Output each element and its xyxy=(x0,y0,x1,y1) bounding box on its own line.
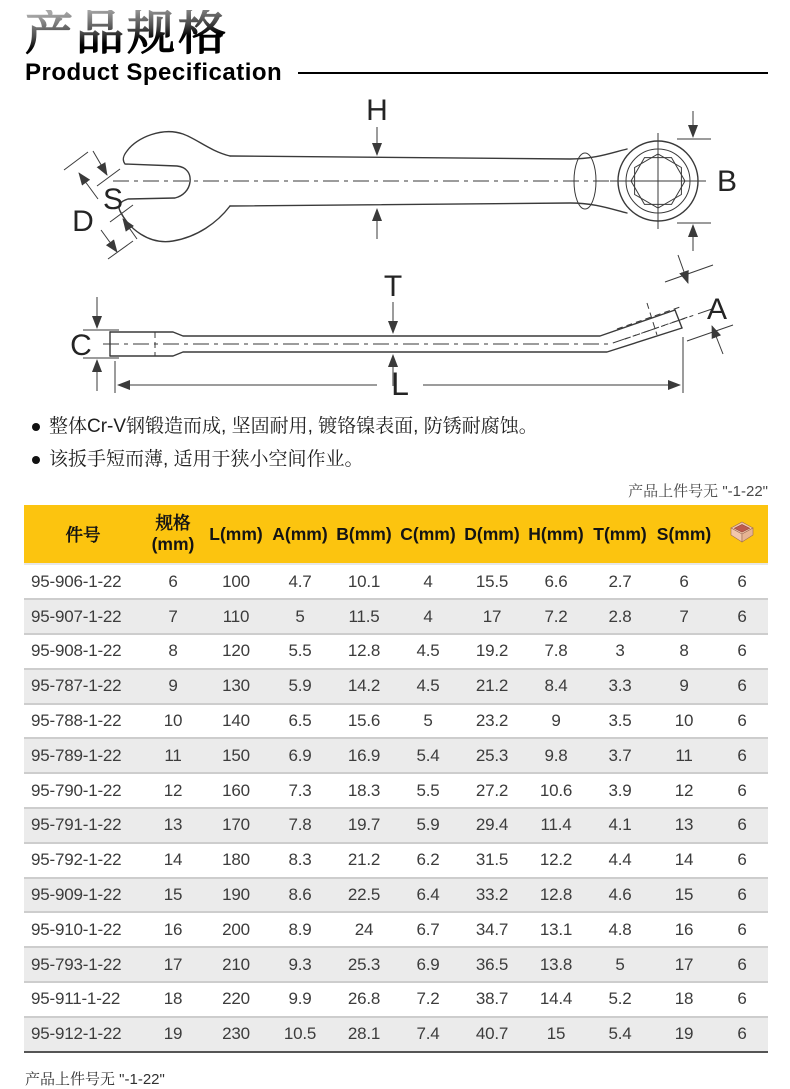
value-cell: 25.3 xyxy=(332,947,396,982)
feature-list xyxy=(30,415,790,472)
value-cell: 8 xyxy=(142,634,204,669)
value-cell: 7.8 xyxy=(268,808,332,843)
value-cell: 6 xyxy=(716,947,768,982)
col-header-C: C(mm) xyxy=(396,505,460,564)
value-cell: 3 xyxy=(588,634,652,669)
value-cell: 13.8 xyxy=(524,947,588,982)
value-cell: 6.9 xyxy=(268,738,332,773)
value-cell: 7.8 xyxy=(524,634,588,669)
inner-box-icon xyxy=(729,521,755,543)
value-cell: 7.3 xyxy=(268,773,332,808)
value-cell: 6 xyxy=(716,808,768,843)
table-row xyxy=(24,982,768,1017)
dim-label-c: C xyxy=(70,328,92,362)
feature-item: 整体Cr-V钢锻造而成, 坚固耐用, 镀铬镍表面, 防锈耐腐蚀。 xyxy=(30,415,790,439)
value-cell: 15.6 xyxy=(332,704,396,739)
wrench-side-view xyxy=(70,255,733,402)
value-cell: 7.4 xyxy=(396,1017,460,1052)
value-cell: 5.5 xyxy=(396,773,460,808)
value-cell: 15 xyxy=(524,1017,588,1052)
value-cell: 8.9 xyxy=(268,912,332,947)
value-cell: 24 xyxy=(332,912,396,947)
value-cell: 150 xyxy=(204,738,268,773)
col-header-T: T(mm) xyxy=(588,505,652,564)
value-cell: 12.2 xyxy=(524,843,588,878)
table-row xyxy=(24,738,768,773)
part-number-cell: 95-908-1-22 xyxy=(24,634,142,669)
value-cell: 170 xyxy=(204,808,268,843)
col-header-spec-label: 规格 xyxy=(155,513,191,534)
value-cell: 6.7 xyxy=(396,912,460,947)
dim-label-d: D xyxy=(72,204,94,238)
value-cell: 9.3 xyxy=(268,947,332,982)
value-cell: 17 xyxy=(652,947,716,982)
value-cell: 9.8 xyxy=(524,738,588,773)
value-cell: 160 xyxy=(204,773,268,808)
value-cell: 9.9 xyxy=(268,982,332,1017)
col-header-A: A(mm) xyxy=(268,505,332,564)
value-cell: 21.2 xyxy=(460,669,524,704)
value-cell: 19.2 xyxy=(460,634,524,669)
value-cell: 6 xyxy=(716,704,768,739)
value-cell: 11 xyxy=(652,738,716,773)
value-cell: 6.5 xyxy=(268,704,332,739)
col-header-S: S(mm) xyxy=(652,505,716,564)
value-cell: 6.4 xyxy=(396,878,460,913)
value-cell: 34.7 xyxy=(460,912,524,947)
value-cell: 120 xyxy=(204,634,268,669)
value-cell: 6 xyxy=(716,599,768,634)
table-row xyxy=(24,773,768,808)
value-cell: 7 xyxy=(652,599,716,634)
value-cell: 6.9 xyxy=(396,947,460,982)
part-number-cell: 95-789-1-22 xyxy=(24,738,142,773)
value-cell: 12 xyxy=(142,773,204,808)
value-cell: 6.2 xyxy=(396,843,460,878)
value-cell: 38.7 xyxy=(460,982,524,1017)
part-number-note-top: 产品上件号无 "-1-22" xyxy=(628,483,768,501)
value-cell: 5 xyxy=(396,704,460,739)
col-header-spec xyxy=(142,505,204,564)
dim-label-s: S xyxy=(102,182,124,216)
value-cell: 26.8 xyxy=(332,982,396,1017)
value-cell: 4.8 xyxy=(588,912,652,947)
value-cell: 10.1 xyxy=(332,564,396,599)
table-row xyxy=(24,843,768,878)
value-cell: 40.7 xyxy=(460,1017,524,1052)
part-number-cell: 95-787-1-22 xyxy=(24,669,142,704)
page-title-en: Product Specification xyxy=(25,58,283,86)
value-cell: 8.3 xyxy=(268,843,332,878)
value-cell: 11.4 xyxy=(524,808,588,843)
page-title-cn: 产品规格 xyxy=(25,7,230,60)
value-cell: 3.3 xyxy=(588,669,652,704)
value-cell: 15 xyxy=(142,878,204,913)
dim-label-h: H xyxy=(366,93,388,127)
value-cell: 11.5 xyxy=(332,599,396,634)
value-cell: 7.2 xyxy=(396,982,460,1017)
col-header-pack xyxy=(716,505,768,564)
part-number-cell: 95-907-1-22 xyxy=(24,599,142,634)
value-cell: 14.2 xyxy=(332,669,396,704)
header-rule xyxy=(298,72,768,74)
value-cell: 4.1 xyxy=(588,808,652,843)
value-cell: 6 xyxy=(716,634,768,669)
value-cell: 210 xyxy=(204,947,268,982)
value-cell: 11 xyxy=(142,738,204,773)
table-row xyxy=(24,634,768,669)
value-cell: 3.7 xyxy=(588,738,652,773)
value-cell: 6 xyxy=(716,669,768,704)
value-cell: 12 xyxy=(652,773,716,808)
page-header xyxy=(0,0,790,87)
value-cell: 18 xyxy=(142,982,204,1017)
value-cell: 17 xyxy=(460,599,524,634)
value-cell: 12.8 xyxy=(332,634,396,669)
table-row xyxy=(24,564,768,599)
value-cell: 28.1 xyxy=(332,1017,396,1052)
col-header-L: L(mm) xyxy=(204,505,268,564)
value-cell: 9 xyxy=(142,669,204,704)
value-cell: 130 xyxy=(204,669,268,704)
value-cell: 10.6 xyxy=(524,773,588,808)
table-row xyxy=(24,808,768,843)
value-cell: 4.6 xyxy=(588,878,652,913)
value-cell: 5 xyxy=(588,947,652,982)
spec-table-body xyxy=(24,564,768,1051)
dim-label-a: A xyxy=(706,292,728,326)
value-cell: 14 xyxy=(142,843,204,878)
value-cell: 6.6 xyxy=(524,564,588,599)
table-row xyxy=(24,599,768,634)
value-cell: 3.9 xyxy=(588,773,652,808)
value-cell: 10 xyxy=(652,704,716,739)
col-header-part: 件号 xyxy=(24,505,142,564)
value-cell: 200 xyxy=(204,912,268,947)
value-cell: 5.9 xyxy=(396,808,460,843)
value-cell: 6 xyxy=(652,564,716,599)
value-cell: 6 xyxy=(716,912,768,947)
dim-label-l: L xyxy=(391,365,409,402)
value-cell: 100 xyxy=(204,564,268,599)
table-header-row xyxy=(24,505,768,564)
value-cell: 6 xyxy=(716,738,768,773)
col-header-B: B(mm) xyxy=(332,505,396,564)
value-cell: 6 xyxy=(716,982,768,1017)
value-cell: 8 xyxy=(652,634,716,669)
table-row xyxy=(24,669,768,704)
value-cell: 19 xyxy=(652,1017,716,1052)
value-cell: 5 xyxy=(268,599,332,634)
wrench-technical-drawing xyxy=(25,89,765,409)
value-cell: 9 xyxy=(524,704,588,739)
value-cell: 190 xyxy=(204,878,268,913)
value-cell: 29.4 xyxy=(460,808,524,843)
part-number-cell: 95-911-1-22 xyxy=(24,982,142,1017)
wrench-top-view xyxy=(64,94,737,259)
part-number-cell: 95-906-1-22 xyxy=(24,564,142,599)
value-cell: 13.1 xyxy=(524,912,588,947)
value-cell: 16 xyxy=(652,912,716,947)
value-cell: 6 xyxy=(716,878,768,913)
value-cell: 23.2 xyxy=(460,704,524,739)
value-cell: 15 xyxy=(652,878,716,913)
value-cell: 21.2 xyxy=(332,843,396,878)
table-row xyxy=(24,704,768,739)
value-cell: 10 xyxy=(142,704,204,739)
value-cell: 4.4 xyxy=(588,843,652,878)
part-number-cell: 95-791-1-22 xyxy=(24,808,142,843)
value-cell: 4.7 xyxy=(268,564,332,599)
value-cell: 16 xyxy=(142,912,204,947)
feature-item: 该扳手短而薄, 适用于狭小空间作业。 xyxy=(30,448,790,472)
value-cell: 8.4 xyxy=(524,669,588,704)
value-cell: 180 xyxy=(204,843,268,878)
value-cell: 4.5 xyxy=(396,634,460,669)
value-cell: 10.5 xyxy=(268,1017,332,1052)
table-row xyxy=(24,947,768,982)
value-cell: 12.8 xyxy=(524,878,588,913)
table-row xyxy=(24,1017,768,1052)
value-cell: 4 xyxy=(396,599,460,634)
spec-table xyxy=(24,505,768,1052)
value-cell: 36.5 xyxy=(460,947,524,982)
value-cell: 18 xyxy=(652,982,716,1017)
value-cell: 8.6 xyxy=(268,878,332,913)
value-cell: 15.5 xyxy=(460,564,524,599)
value-cell: 5.9 xyxy=(268,669,332,704)
col-header-D: D(mm) xyxy=(460,505,524,564)
dim-label-t: T xyxy=(383,269,403,303)
value-cell: 19.7 xyxy=(332,808,396,843)
value-cell: 9 xyxy=(652,669,716,704)
value-cell: 3.5 xyxy=(588,704,652,739)
part-number-cell: 95-909-1-22 xyxy=(24,878,142,913)
value-cell: 6 xyxy=(716,773,768,808)
value-cell: 31.5 xyxy=(460,843,524,878)
value-cell: 4 xyxy=(396,564,460,599)
value-cell: 5.4 xyxy=(396,738,460,773)
value-cell: 7 xyxy=(142,599,204,634)
value-cell: 22.5 xyxy=(332,878,396,913)
part-number-cell: 95-792-1-22 xyxy=(24,843,142,878)
value-cell: 7.2 xyxy=(524,599,588,634)
value-cell: 5.4 xyxy=(588,1017,652,1052)
part-number-cell: 95-793-1-22 xyxy=(24,947,142,982)
value-cell: 4.5 xyxy=(396,669,460,704)
value-cell: 230 xyxy=(204,1017,268,1052)
value-cell: 5.5 xyxy=(268,634,332,669)
value-cell: 16.9 xyxy=(332,738,396,773)
dim-label-b: B xyxy=(716,164,738,198)
part-number-note-bottom: 产品上件号无 "-1-22" xyxy=(25,1070,165,1088)
value-cell: 2.7 xyxy=(588,564,652,599)
value-cell: 5.2 xyxy=(588,982,652,1017)
value-cell: 18.3 xyxy=(332,773,396,808)
value-cell: 220 xyxy=(204,982,268,1017)
value-cell: 6 xyxy=(716,1017,768,1052)
table-row xyxy=(24,878,768,913)
part-number-cell: 95-910-1-22 xyxy=(24,912,142,947)
value-cell: 110 xyxy=(204,599,268,634)
col-header-H: H(mm) xyxy=(524,505,588,564)
value-cell: 27.2 xyxy=(460,773,524,808)
part-number-cell: 95-790-1-22 xyxy=(24,773,142,808)
value-cell: 140 xyxy=(204,704,268,739)
value-cell: 6 xyxy=(716,564,768,599)
value-cell: 17 xyxy=(142,947,204,982)
table-row xyxy=(24,912,768,947)
value-cell: 6 xyxy=(142,564,204,599)
value-cell: 6 xyxy=(716,843,768,878)
col-header-spec-unit: (mm) xyxy=(151,534,195,555)
value-cell: 25.3 xyxy=(460,738,524,773)
value-cell: 13 xyxy=(652,808,716,843)
value-cell: 2.8 xyxy=(588,599,652,634)
value-cell: 14 xyxy=(652,843,716,878)
value-cell: 19 xyxy=(142,1017,204,1052)
value-cell: 14.4 xyxy=(524,982,588,1017)
part-number-cell: 95-788-1-22 xyxy=(24,704,142,739)
part-number-cell: 95-912-1-22 xyxy=(24,1017,142,1052)
value-cell: 33.2 xyxy=(460,878,524,913)
value-cell: 13 xyxy=(142,808,204,843)
